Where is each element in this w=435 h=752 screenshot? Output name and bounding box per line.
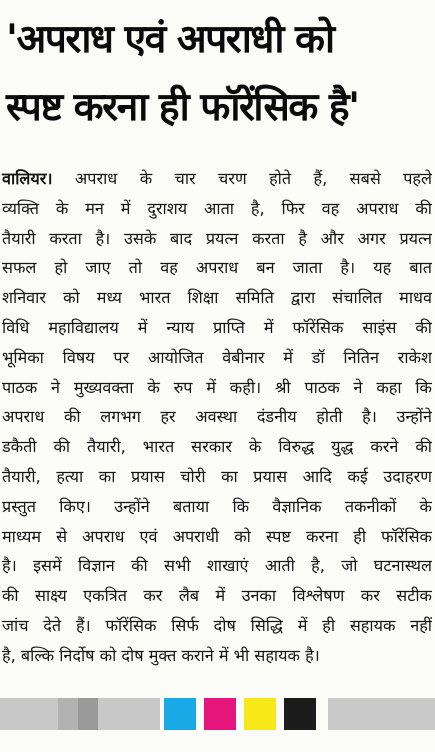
cyan-swatch xyxy=(164,698,196,730)
article-line-text: अपराध के चार चरण होते हैं, सबसे पहले xyxy=(52,169,432,188)
gray-patch-mid xyxy=(78,698,98,730)
magenta-swatch xyxy=(204,698,236,730)
print-color-bar xyxy=(0,698,435,730)
article-line: शनिवार को मध्य भारत शिक्षा समिति द्वारा संचालित माधव xyxy=(2,288,432,308)
article-line: व्यक्ति के मन में दुराशय आता है, फिर वह अपराध की xyxy=(2,198,432,218)
article-line: पाठक ने मुख्यवक्ता के रुप में कही। श्री पाठक ने कहा कि xyxy=(2,377,432,397)
article-line xyxy=(0,164,432,194)
article-line: की साक्ष्य एकत्रित कर लैब में उनका विश्लेषण कर सटीक xyxy=(2,586,432,606)
article-line: प्रस्तुत किए। उन्होंने बताया कि वैज्ञानिक तकनीकों के xyxy=(2,496,432,516)
article-line: तैयारी करता है। उसके बाद प्रयत्न करता है और अगर प्रयत्न xyxy=(2,228,432,248)
dateline: वालियर। xyxy=(2,169,53,188)
article-line: भूमिका विषय पर आयोजित वेबीनार में डॉ नितिन राकेश xyxy=(2,347,432,367)
article-line: अपराध की लगभग हर अवस्था दंडनीय होती है। उन्होंने xyxy=(2,407,432,427)
article-line: डकैती की तैयारी, भारत सरकार के विरुद्ध युद्ध करने की xyxy=(2,437,432,457)
article-line: है, बल्कि निर्दोष को दोष मुक्त कराने में भी सहायक है। xyxy=(2,645,320,665)
headline-line-1: 'अपराध एवं अपराधी को xyxy=(6,17,334,62)
headline-line-2: स्पष्ट करना ही फॉरेंसिक है' xyxy=(6,85,359,130)
article-line: जांच देते हैं। फॉरेंसिक सिर्फ दोष सिद्धि में ही सहायक नहीं xyxy=(2,615,432,635)
article-line: तैयारी, हत्या का प्रयास चोरी का प्रयास आदि कई उदाहरण xyxy=(2,466,432,486)
gray-band-right xyxy=(328,698,435,730)
article-line: सफल हो जाए तो वह अपराध बन जाता है। यह बात xyxy=(2,258,432,278)
yellow-swatch xyxy=(244,698,276,730)
article-line: माध्यम से अपराध एवं अपराधी को स्पष्ट करना ही फॉरेंसिक xyxy=(2,526,432,546)
headline xyxy=(6,6,431,142)
article-line: है। इसमें विज्ञान की सभी शाखाएं आती है, जो घटनास्थल xyxy=(2,556,432,576)
gray-patch-light xyxy=(58,698,78,730)
article-body xyxy=(0,164,432,671)
article-line: विधि महाविद्यालय में न्याय प्राप्ति में फॉरेंसिक साइंस की xyxy=(2,317,432,337)
black-swatch xyxy=(284,698,316,730)
